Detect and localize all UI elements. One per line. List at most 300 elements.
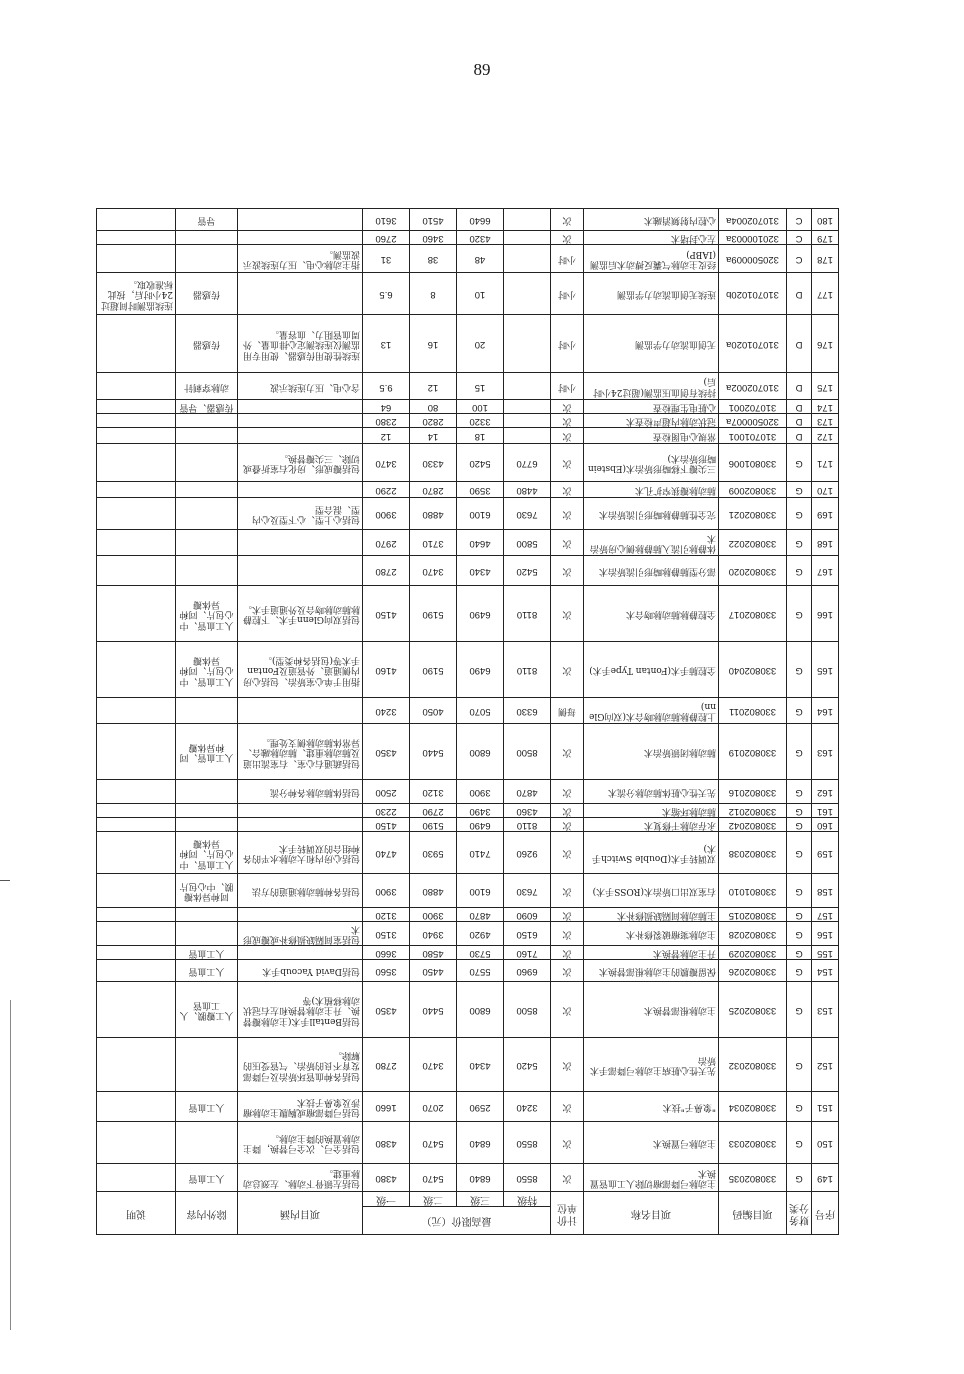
cell-level2: 3470 (410, 556, 457, 586)
cell-name: 无创血流动力学监测 (584, 315, 719, 373)
cell-code: 330802020 (719, 556, 787, 586)
cell-name: 主动脉弓降部瘤切除人工血管置换术 (584, 1164, 719, 1192)
cell-exclude: 同种异体瓣膜、中心包片 (176, 874, 238, 908)
cell-level1: 2780 (363, 1038, 410, 1092)
cell-level2: 4050 (410, 698, 457, 724)
header-level1: 一级 (363, 1192, 410, 1207)
table-row (97, 400, 839, 414)
cell-level1: 3560 (363, 960, 410, 982)
cell-name: 肺动脉闭锁矫治术 (584, 724, 719, 780)
cell-exclude: 传感器 (176, 315, 238, 373)
cell-note (97, 780, 176, 804)
table-row (97, 414, 839, 428)
cell-level3: 4920 (457, 922, 504, 946)
cell-exclude (176, 231, 238, 245)
table-row (97, 642, 839, 698)
cell-special: 8110 (504, 586, 551, 642)
cell-level2: 3900 (410, 908, 457, 922)
cell-special: 6150 (504, 922, 551, 946)
cell-name: 主动脉弓置换术 (584, 1122, 719, 1164)
cell-seq: 176 (812, 315, 839, 373)
cell-unit: 次 (551, 960, 584, 982)
cell-note (97, 832, 176, 874)
cell-note (97, 698, 176, 724)
cell-level1: 4350 (363, 982, 410, 1038)
cell-name: 保留瓣膜的主动脉根部替换术 (584, 960, 719, 982)
cell-category: G (787, 1092, 812, 1122)
cell-exclude (176, 804, 238, 818)
cell-content (238, 414, 363, 428)
cell-level2: 8 (410, 273, 457, 315)
table-row (97, 556, 839, 586)
cell-seq: 171 (812, 444, 839, 482)
cell-unit: 次 (551, 530, 584, 556)
cell-note (97, 922, 176, 946)
cell-category: G (787, 874, 812, 908)
cell-code: 330802040 (719, 642, 787, 698)
cell-exclude (176, 1122, 238, 1164)
cell-category: G (787, 724, 812, 780)
cell-level1: 4380 (363, 1122, 410, 1164)
header-category: 财务分类 (787, 1192, 812, 1235)
binding-tick (0, 880, 10, 881)
cell-code: 310702004a (719, 209, 787, 231)
cell-seq: 173 (812, 414, 839, 428)
cell-exclude (176, 908, 238, 922)
cell-note (97, 586, 176, 642)
header-level3: 三级 (457, 1192, 504, 1207)
cell-exclude (176, 780, 238, 804)
cell-special: 4870 (504, 780, 551, 804)
cell-level1: 1660 (363, 1092, 410, 1122)
cell-level1: 3610 (363, 209, 410, 231)
cell-unit: 次 (551, 428, 584, 444)
cell-content: 包括室间隔缺损修补或瓣成形术 (238, 922, 363, 946)
cell-level3: 6490 (457, 642, 504, 698)
cell-category: G (787, 960, 812, 982)
cell-level1: 3660 (363, 946, 410, 960)
cell-special: 5420 (504, 556, 551, 586)
table-row (97, 1092, 839, 1122)
cell-code: 320500007a (719, 414, 787, 428)
cell-level3: 5570 (457, 960, 504, 982)
header-name: 项目名称 (584, 1192, 719, 1235)
cell-level1: 3900 (363, 874, 410, 908)
cell-name: 常规心电图检查 (584, 428, 719, 444)
cell-special (504, 315, 551, 373)
cell-level2: 2070 (410, 1092, 457, 1122)
cell-special (504, 373, 551, 400)
cell-unit: 次 (551, 780, 584, 804)
header-content: 项目内涵 (238, 1192, 363, 1235)
cell-note (97, 414, 176, 428)
cell-code: 330802012 (719, 804, 787, 818)
table-row (97, 874, 839, 908)
cell-exclude (176, 428, 238, 444)
cell-level1: 31 (363, 245, 410, 273)
cell-level1: 2380 (363, 414, 410, 428)
cell-exclude: 人工血管、中心包片、同种异体瓣 (176, 586, 238, 642)
cell-exclude: 人工血管、中心包片、同种异体瓣 (176, 642, 238, 698)
table-row (97, 315, 839, 373)
cell-level3: 4320 (457, 231, 504, 245)
cell-unit: 次 (551, 231, 584, 245)
cell-content: 包括体肺动脉各种分流 (238, 780, 363, 804)
cell-level2: 4880 (410, 498, 457, 530)
cell-content (238, 698, 363, 724)
cell-special: 5800 (504, 530, 551, 556)
cell-level1: 4350 (363, 724, 410, 780)
cell-category: G (787, 1164, 812, 1192)
cell-level2: 3460 (410, 231, 457, 245)
cell-note (97, 982, 176, 1038)
cell-exclude: 导管 (176, 209, 238, 231)
cell-content: 指主动脉心电、压力连续波示波监测。 (238, 245, 363, 273)
table-row (97, 482, 839, 498)
cell-unit: 次 (551, 832, 584, 874)
cell-level2: 3940 (410, 922, 457, 946)
cell-code: 310702002a (719, 373, 787, 400)
cell-category: G (787, 444, 812, 482)
cell-level2: 4330 (410, 444, 457, 482)
cell-level1: 4150 (363, 586, 410, 642)
cell-level2: 5470 (410, 1164, 457, 1192)
cell-content: 包括左锁骨下动脉、左颈总动脉重建。 (238, 1164, 363, 1192)
table-row (97, 960, 839, 982)
cell-level1: 4150 (363, 818, 410, 832)
cell-level3: 5420 (457, 444, 504, 482)
cell-exclude: 人工血管、中心包片、同种异体瓣 (176, 832, 238, 874)
cell-content (238, 400, 363, 414)
cell-special: 8500 (504, 724, 551, 780)
cell-content: 包括心房内和大动脉水平的各种组合的双调转手术 (238, 832, 363, 874)
cell-special: 4360 (504, 804, 551, 818)
cell-level3: 6840 (457, 1122, 504, 1164)
cell-exclude (176, 444, 238, 482)
cell-code: 330802009 (719, 482, 787, 498)
cell-code: 330802035 (719, 1164, 787, 1192)
cell-content: 包括David Yacoub手术 (238, 960, 363, 982)
cell-code: 310702001 (719, 400, 787, 414)
cell-content: 包括疏通右心室、右室流出道及肺动脉重建、肺动脉融合、异常体肺动脉侧支处理。 (238, 724, 363, 780)
cell-category: G (787, 1038, 812, 1092)
cell-seq: 163 (812, 724, 839, 780)
cell-level1: 3120 (363, 908, 410, 922)
cell-unit: 次 (551, 556, 584, 586)
cell-unit: 次 (551, 400, 584, 414)
cell-unit: 次 (551, 908, 584, 922)
table-row (97, 586, 839, 642)
cell-seq: 158 (812, 874, 839, 908)
cell-note: 连续监测时间超过24小时后，按此标准收取。 (97, 273, 176, 315)
cell-level3: 6840 (457, 1164, 504, 1192)
cell-level3: 48 (457, 245, 504, 273)
cell-level1: 6.5 (363, 273, 410, 315)
cell-special: 8110 (504, 818, 551, 832)
cell-seq: 150 (812, 1122, 839, 1164)
table-row (97, 804, 839, 818)
header-max-price: 最高限价（元） (363, 1207, 551, 1235)
cell-content: 指用于单心室矫治、包括心房内侧通道、外管道及Fontan手术等(包括各种类型)。 (238, 642, 363, 698)
cell-code: 330802034 (719, 1092, 787, 1122)
cell-level2: 14 (410, 428, 457, 444)
cell-level1: 13 (363, 315, 410, 373)
cell-seq: 174 (812, 400, 839, 414)
cell-note (97, 231, 176, 245)
cell-category: G (787, 530, 812, 556)
cell-level3: 6100 (457, 874, 504, 908)
cell-content: 连续性使用传感器、使用专用监测仪连续测定心排血量、外周血管阻力、血容量。 (238, 315, 363, 373)
cell-content: 包括弓降部瘤或胸腹主动脉瘤涉及象鼻子技术 (238, 1092, 363, 1122)
cell-code: 330802015 (719, 908, 787, 922)
cell-content (238, 428, 363, 444)
cell-exclude: 动脉穿刺针 (176, 373, 238, 400)
table-row (97, 698, 839, 724)
cell-exclude: 人工血管 (176, 946, 238, 960)
cell-note (97, 444, 176, 482)
cell-level1: 2500 (363, 780, 410, 804)
cell-seq: 180 (812, 209, 839, 231)
header-unit: 计价单位 (551, 1192, 584, 1235)
cell-special: 8110 (504, 642, 551, 698)
cell-seq: 149 (812, 1164, 839, 1192)
cell-note (97, 1092, 176, 1122)
cell-name: 体静脉引流入肺静脉侧心房矫治术 (584, 530, 719, 556)
cell-content: 包括双向Glenn手术、下腔静脉肺动脉吻合及外通道手术。 (238, 586, 363, 642)
cell-unit: 次 (551, 1092, 584, 1122)
cell-note (97, 642, 176, 698)
cell-category: G (787, 1122, 812, 1164)
cell-code: 310701001 (719, 428, 787, 444)
table-row (97, 209, 839, 231)
cell-seq: 151 (812, 1092, 839, 1122)
cell-note (97, 373, 176, 400)
cell-note (97, 482, 176, 498)
cell-level2: 80 (410, 400, 457, 414)
cell-unit: 小时 (551, 245, 584, 273)
table-row (97, 273, 839, 315)
cell-level3: 4340 (457, 1038, 504, 1092)
cell-level2: 3470 (410, 1038, 457, 1092)
cell-name: 完全性肺静脉畸形引流矫治术 (584, 498, 719, 530)
table-row (97, 946, 839, 960)
cell-category: G (787, 698, 812, 724)
cell-level2: 5190 (410, 642, 457, 698)
cell-category: G (787, 946, 812, 960)
cell-special (504, 209, 551, 231)
cell-code: 330801010 (719, 874, 787, 908)
cell-content (238, 818, 363, 832)
cell-exclude: 人工血管、同种异体瓣 (176, 724, 238, 780)
cell-name: 全腔肺手术(Fontan Type手术) (584, 642, 719, 698)
cell-unit: 次 (551, 1164, 584, 1192)
cell-code: 330802026 (719, 960, 787, 982)
cell-level1: 3240 (363, 698, 410, 724)
cell-content (238, 209, 363, 231)
cell-content (238, 946, 363, 960)
cell-category: D (787, 400, 812, 414)
cell-content: 包括各种血管环矫治及弓降部发育不良的矫治、气管受压的解除。 (238, 1038, 363, 1092)
cell-level2: 12 (410, 373, 457, 400)
cell-level2: 4580 (410, 946, 457, 960)
header-exclude: 除外内容 (176, 1192, 238, 1235)
cell-code: 330802017 (719, 586, 787, 642)
cell-exclude: 人工瓣膜、人工血管 (176, 982, 238, 1038)
cell-category: C (787, 209, 812, 231)
cell-level3: 4340 (457, 556, 504, 586)
binding-line (10, 1000, 11, 1330)
cell-note (97, 556, 176, 586)
cell-name: 三尖瓣下移畸形矫治术(Ebstein畸形矫治术) (584, 444, 719, 482)
table-row (97, 373, 839, 400)
table-row (97, 1164, 839, 1192)
cell-exclude (176, 414, 238, 428)
cell-note (97, 400, 176, 414)
cell-level3: 3900 (457, 780, 504, 804)
cell-exclude: 传感器 (176, 273, 238, 315)
cell-category: D (787, 273, 812, 315)
cell-category: G (787, 818, 812, 832)
cell-unit: 次 (551, 874, 584, 908)
cell-special: 6090 (504, 908, 551, 922)
cell-level2: 4450 (410, 960, 457, 982)
header-seq: 序号 (812, 1192, 839, 1235)
cell-exclude (176, 1038, 238, 1092)
cell-level2: 4880 (410, 874, 457, 908)
table-row (97, 724, 839, 780)
cell-exclude (176, 245, 238, 273)
cell-seq: 170 (812, 482, 839, 498)
cell-special: 8500 (504, 982, 551, 1038)
cell-level2: 5190 (410, 818, 457, 832)
cell-level1: 9.5 (363, 373, 410, 400)
cell-code: 310701020b (719, 273, 787, 315)
cell-level2: 5190 (410, 586, 457, 642)
cell-special (504, 400, 551, 414)
header-note: 说明 (97, 1192, 176, 1235)
cell-code: 330802028 (719, 922, 787, 946)
cell-seq: 165 (812, 642, 839, 698)
cell-level2: 2870 (410, 482, 457, 498)
cell-special (504, 231, 551, 245)
cell-content: 包括瓣成形、房化右室折叠或切除、三尖瓣替换。 (238, 444, 363, 482)
cell-content (238, 556, 363, 586)
cell-level3: 5730 (457, 946, 504, 960)
cell-category: G (787, 482, 812, 498)
table-row (97, 245, 839, 273)
cell-seq: 157 (812, 908, 839, 922)
cell-note (97, 960, 176, 982)
cell-code: 330802033 (719, 1122, 787, 1164)
cell-unit: 次 (551, 1038, 584, 1092)
cell-name: "象鼻子"技术 (584, 1092, 719, 1122)
cell-name: 上腔静脉肺动脉吻合术(双向Glenn) (584, 698, 719, 724)
cell-level3: 6640 (457, 209, 504, 231)
cell-exclude: 人工血管 (176, 960, 238, 982)
cell-level3: 6100 (457, 498, 504, 530)
cell-level2: 4510 (410, 209, 457, 231)
cell-note (97, 804, 176, 818)
cell-special (504, 414, 551, 428)
cell-seq: 168 (812, 530, 839, 556)
cell-level3: 4640 (457, 530, 504, 556)
cell-code: 330802019 (719, 724, 787, 780)
cell-note (97, 724, 176, 780)
cell-exclude (176, 482, 238, 498)
cell-unit: 小时 (551, 373, 584, 400)
cell-unit: 次 (551, 1122, 584, 1164)
cell-unit: 次 (551, 414, 584, 428)
cell-note (97, 209, 176, 231)
cell-special: 8550 (504, 1164, 551, 1192)
table-row (97, 780, 839, 804)
cell-level3: 100 (457, 400, 504, 414)
cell-content: 包括Bentall手术(主动脉瓣替换、升主动脉替换和左右冠状动脉移植术)等 (238, 982, 363, 1038)
cell-seq: 161 (812, 804, 839, 818)
cell-level3: 20 (457, 315, 504, 373)
cell-level1: 3900 (363, 498, 410, 530)
cell-seq: 175 (812, 373, 839, 400)
cell-content: 包括全弓、次全弓替换，降主动脉置换的降主动脉。 (238, 1122, 363, 1164)
cell-code: 320100003a (719, 231, 787, 245)
table-row (97, 530, 839, 556)
cell-level1: 4740 (363, 832, 410, 874)
cell-note (97, 818, 176, 832)
cell-category: G (787, 982, 812, 1038)
cell-seq: 167 (812, 556, 839, 586)
table-row (97, 922, 839, 946)
cell-unit: 小时 (551, 273, 584, 315)
cell-level3: 3490 (457, 804, 504, 818)
cell-exclude (176, 556, 238, 586)
cell-special: 5420 (504, 1038, 551, 1092)
cell-level3: 6800 (457, 982, 504, 1038)
table-row (97, 982, 839, 1038)
cell-level3: 18 (457, 428, 504, 444)
cell-unit: 次 (551, 586, 584, 642)
table-row (97, 832, 839, 874)
cell-name: 主动脉窦瘤破裂修补术 (584, 922, 719, 946)
cell-seq: 154 (812, 960, 839, 982)
header-code: 项目编码 (719, 1192, 787, 1235)
cell-note (97, 498, 176, 530)
cell-code: 330802021 (719, 498, 787, 530)
cell-unit: 次 (551, 482, 584, 498)
cell-special: 8550 (504, 1122, 551, 1164)
cell-note (97, 1122, 176, 1164)
cell-special (504, 273, 551, 315)
cell-level1: 64 (363, 400, 410, 414)
cell-unit: 次 (551, 209, 584, 231)
page-number: 89 (473, 60, 491, 79)
cell-special: 7630 (504, 498, 551, 530)
cell-code: 310701020a (719, 315, 787, 373)
cell-category: D (787, 373, 812, 400)
cell-level3: 10 (457, 273, 504, 315)
cell-name: 心脏电生理检查 (584, 400, 719, 414)
cell-exclude (176, 498, 238, 530)
cell-code: 320500009a (719, 245, 787, 273)
cell-special: 7630 (504, 874, 551, 908)
cell-category: G (787, 908, 812, 922)
cell-content (238, 482, 363, 498)
table-row (97, 908, 839, 922)
table-row (97, 1122, 839, 1164)
cell-category: G (787, 556, 812, 586)
cell-level3: 3320 (457, 414, 504, 428)
cell-note (97, 946, 176, 960)
cell-seq: 179 (812, 231, 839, 245)
